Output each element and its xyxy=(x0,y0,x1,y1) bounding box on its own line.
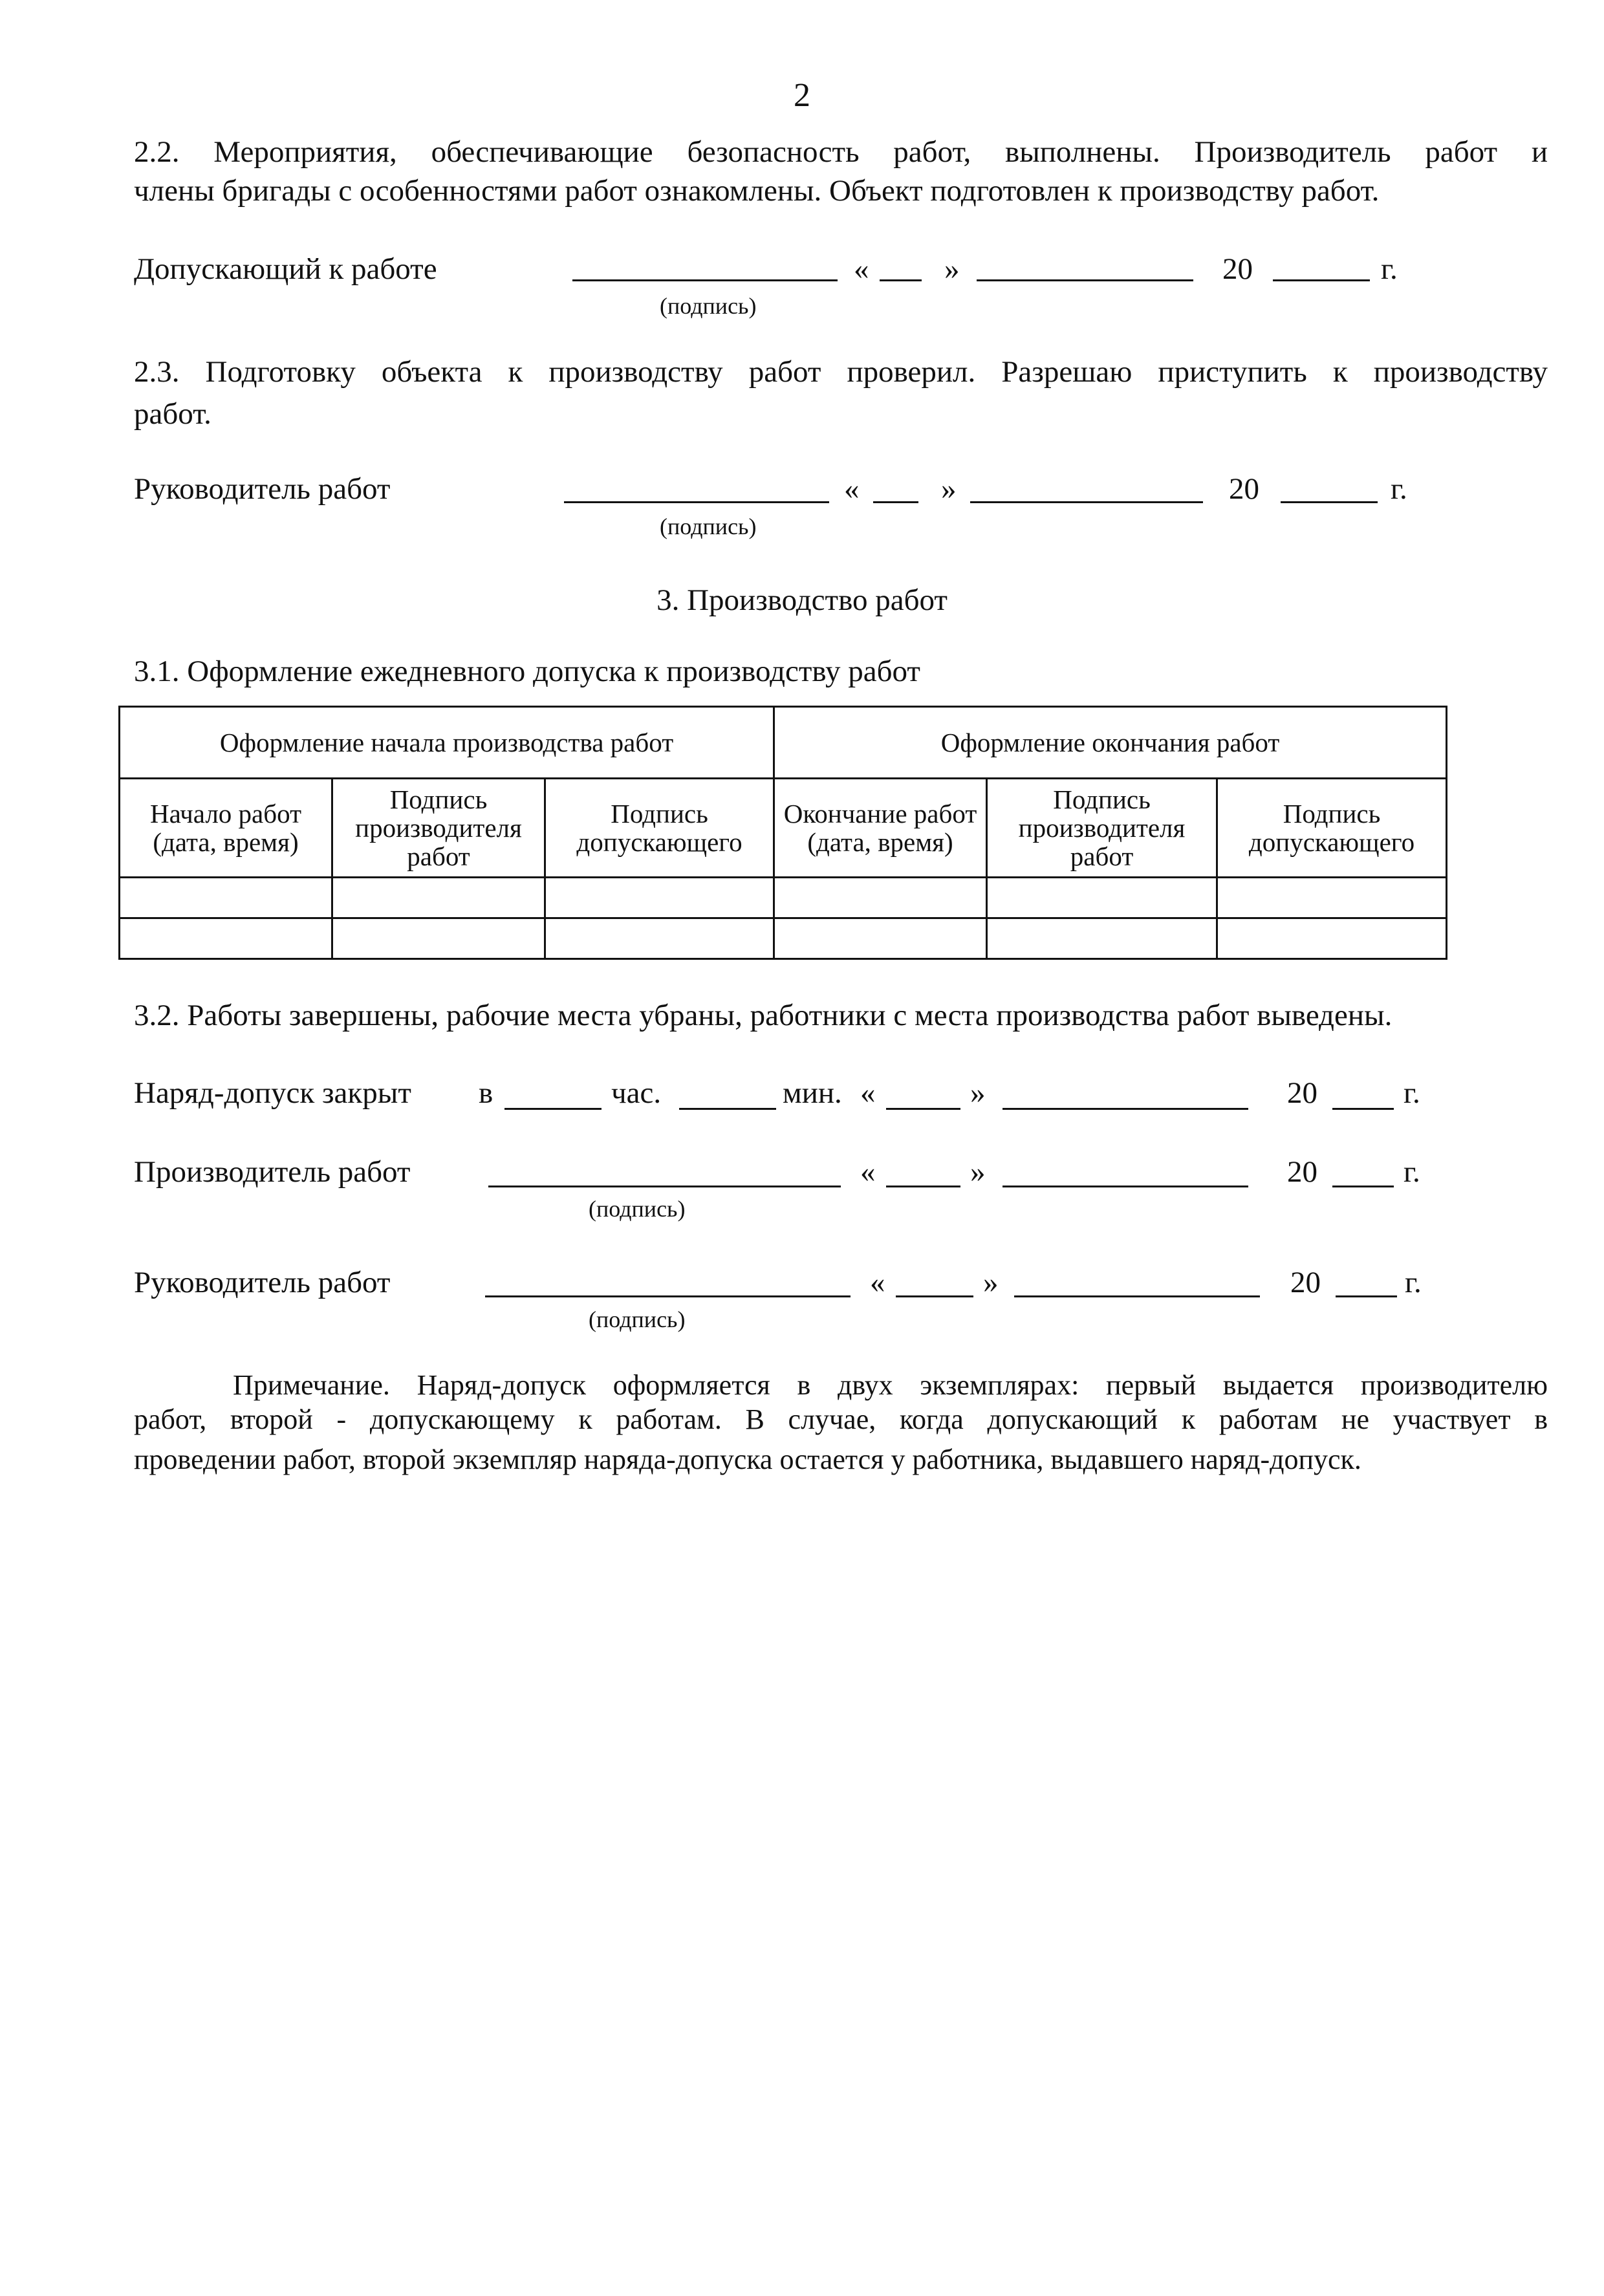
year-prefix: 20 xyxy=(1287,1155,1317,1189)
column-header: Подпись допускающего xyxy=(1217,779,1447,878)
manager-closing-day-field[interactable] xyxy=(896,1295,973,1297)
section-3-1-title: 3.1. Оформление ежедневного допуска к производству работ xyxy=(134,655,920,688)
signature-caption: (подпись) xyxy=(589,1196,686,1222)
column-header: Подпись производителя работ xyxy=(332,779,545,878)
year-suffix: г. xyxy=(1405,1266,1422,1299)
manager-closing-year-field[interactable] xyxy=(1336,1295,1397,1297)
signature-caption: (подпись) xyxy=(589,1306,686,1332)
quote-open: « xyxy=(860,1155,876,1189)
quote-close: » xyxy=(941,472,957,506)
table-row xyxy=(120,918,1447,959)
admitter-year-field[interactable] xyxy=(1273,279,1370,281)
page-number: 2 xyxy=(794,77,810,114)
section-2-2-line1: 2.2. Мероприятия, обеспечивающие безопасность работ, выполнены. Производитель работ и xyxy=(134,135,1548,169)
section-2-3-line1: 2.3. Подготовку объекта к производству работ проверил. Разрешаю приступить к производству xyxy=(134,355,1548,389)
note-line1: Примечание. Наряд-допуск оформляется в двух экземплярах: первый выдается производителю xyxy=(233,1369,1548,1401)
column-header: Подпись производителя работ xyxy=(987,779,1217,878)
year-prefix: 20 xyxy=(1222,252,1253,286)
year-suffix: г. xyxy=(1391,472,1407,506)
admitter-signature-field[interactable] xyxy=(572,279,838,281)
admitter-day-field[interactable] xyxy=(880,279,922,281)
quote-open: « xyxy=(854,252,869,286)
year-suffix: г. xyxy=(1404,1076,1420,1110)
table-cell[interactable] xyxy=(332,878,545,918)
table-cell[interactable] xyxy=(332,918,545,959)
year-prefix: 20 xyxy=(1287,1076,1317,1110)
quote-open: « xyxy=(870,1266,885,1299)
producer-label: Производитель работ xyxy=(134,1155,411,1189)
producer-signature-field[interactable] xyxy=(488,1186,841,1187)
hours-label: час. xyxy=(611,1076,662,1110)
manager-day-field[interactable] xyxy=(873,501,918,503)
year-suffix: г. xyxy=(1381,252,1398,286)
manager-closing-month-field[interactable] xyxy=(1014,1295,1260,1297)
table-cell[interactable] xyxy=(987,878,1217,918)
at-label: в xyxy=(479,1076,493,1110)
signature-caption: (подпись) xyxy=(660,514,757,539)
manager-signature-field[interactable] xyxy=(564,501,829,503)
table-cell[interactable] xyxy=(987,918,1217,959)
producer-month-field[interactable] xyxy=(1002,1186,1248,1187)
quote-open: « xyxy=(844,472,860,506)
quote-close: » xyxy=(970,1155,986,1189)
quote-open: « xyxy=(860,1076,876,1110)
section-3-title: 3. Производство работ xyxy=(656,583,948,617)
column-header: Окончание работ (дата, время) xyxy=(774,779,987,878)
closed-year-field[interactable] xyxy=(1332,1108,1394,1110)
table-cell[interactable] xyxy=(120,878,332,918)
note-line2: работ, второй - допускающему к работам. В случае, когда допускающий к работам не участвует в xyxy=(134,1403,1548,1435)
table-cell[interactable] xyxy=(1217,878,1447,918)
permit-closed-label: Наряд-допуск закрыт xyxy=(134,1076,411,1110)
column-header: Подпись допускающего xyxy=(545,779,774,878)
table-row xyxy=(120,878,1447,918)
group-header-end: Оформление окончания работ xyxy=(774,707,1447,779)
manager-year-field[interactable] xyxy=(1281,501,1378,503)
section-3-2-text: 3.2. Работы завершены, рабочие места убраны, работники с места производства работ выведены. xyxy=(134,999,1393,1032)
admitter-month-field[interactable] xyxy=(977,279,1193,281)
manager-label: Руководитель работ xyxy=(134,472,391,506)
table-cell[interactable] xyxy=(774,878,987,918)
quote-close: » xyxy=(983,1266,999,1299)
manager-closing-label: Руководитель работ xyxy=(134,1266,391,1299)
section-2-3-line2: работ. xyxy=(134,397,211,431)
producer-year-field[interactable] xyxy=(1332,1186,1394,1187)
quote-close: » xyxy=(944,252,960,286)
closed-month-field[interactable] xyxy=(1002,1108,1248,1110)
closed-hours-field[interactable] xyxy=(504,1108,602,1110)
column-header: Начало работ (дата, время) xyxy=(120,779,332,878)
table-cell[interactable] xyxy=(545,918,774,959)
manager-closing-signature-field[interactable] xyxy=(485,1295,851,1297)
table-cell[interactable] xyxy=(774,918,987,959)
year-prefix: 20 xyxy=(1229,472,1259,506)
table-cell[interactable] xyxy=(1217,918,1447,959)
closed-minutes-field[interactable] xyxy=(679,1108,776,1110)
table-cell[interactable] xyxy=(545,878,774,918)
closed-day-field[interactable] xyxy=(886,1108,960,1110)
daily-permit-table xyxy=(118,706,1447,960)
table-cell[interactable] xyxy=(120,918,332,959)
producer-day-field[interactable] xyxy=(886,1186,960,1187)
year-suffix: г. xyxy=(1404,1155,1420,1189)
quote-close: » xyxy=(970,1076,986,1110)
year-prefix: 20 xyxy=(1290,1266,1321,1299)
manager-month-field[interactable] xyxy=(970,501,1203,503)
admitter-label: Допускающий к работе xyxy=(134,252,437,286)
signature-caption: (подпись) xyxy=(660,293,757,319)
minutes-label: мин. xyxy=(783,1076,842,1110)
section-2-2-line2: члены бригады с особенностями работ ознакомлены. Объект подготовлен к производству работ. xyxy=(134,174,1380,208)
group-header-start: Оформление начала производства работ xyxy=(120,707,774,779)
note-line3: проведении работ, второй экземпляр наряда-допуска остается у работника, выдавшего наряд-допуск. xyxy=(134,1444,1361,1475)
